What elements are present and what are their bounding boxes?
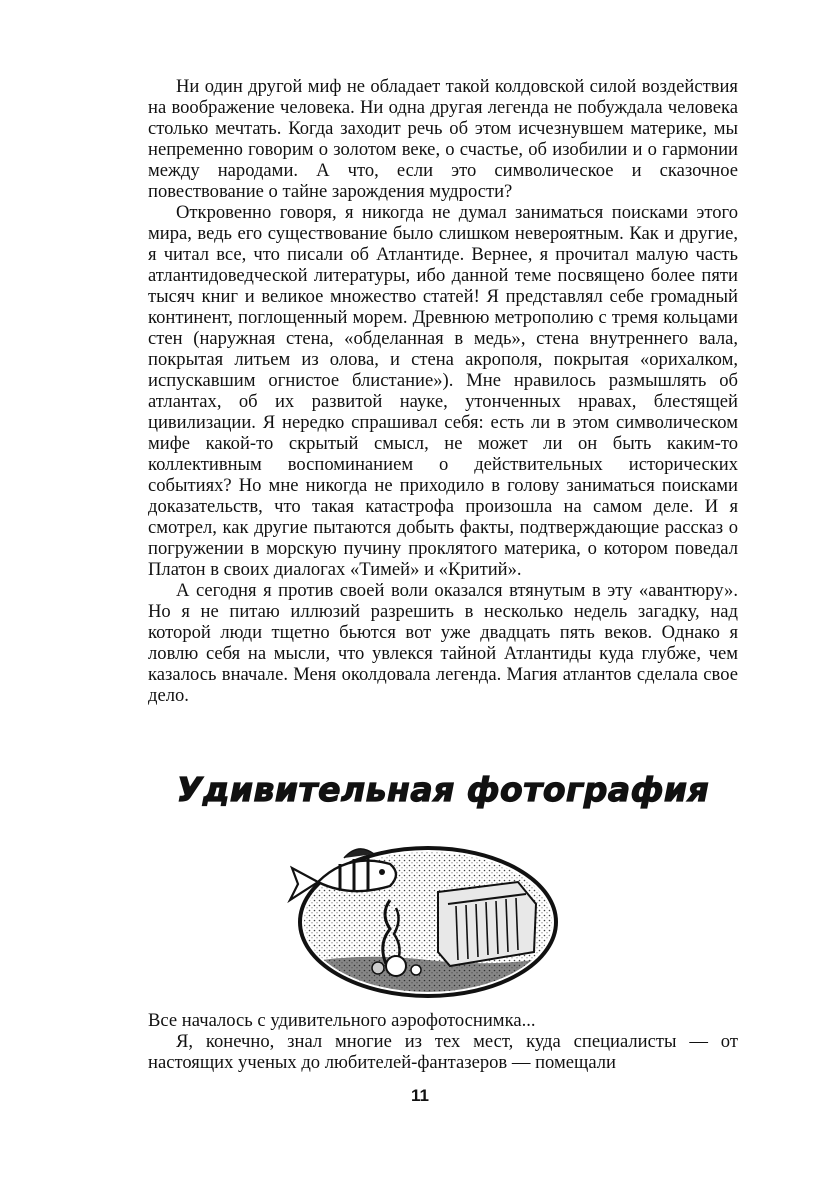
- section-paragraph-1: Все началось с удивительного аэрофотоснимка...: [148, 1010, 536, 1031]
- section-heading: Удивительная фотография: [176, 770, 710, 809]
- page-number: 11: [411, 1086, 429, 1105]
- paragraph-3: А сегодня я против своей воли оказался втянутым в эту «авантюру». Но я не питаю иллюзий разрешить в несколько недель загадку, над которой люди тщетно бьются вот уже двадцать пять веков. Однако я ловлю себя на мысли, что увлекся тайной Атлантиды куда глубже, чем казалось вначале. Меня околдовала легенда. Магия атлантов сделала свое дело.: [148, 580, 738, 706]
- section-paragraph-2: Я, конечно, знал многие из тех мест, куда специалисты — от настоящих ученых до любителей-фантазеров — помещали: [148, 1031, 738, 1073]
- section-text: [148, 1010, 738, 1073]
- paragraph-2: Откровенно говоря, я никогда не думал заниматься поисками этого мира, ведь его существование было слишком невероятным. Как и другие, я читал все, что писали об Атлантиде. Вернее, я прочитал малую часть атлантидоведческой литературы, ибо данной теме посвящено более пяти тысяч книг и великое множество статей! Я представлял себе громадный континент, поглощенный морем. Древнюю метрополию с тремя кольцами стен (наружная стена, «обделанная в медь», стена внутреннего вала, покрытая литьем из олова, и стена акрополя, покрытая «орихалком, испускавшим огнистое блистание»). Мне нравилось размышлять об атлантах, об их развитой науке, утонченных нравах, блестящей цивилизации. Я нередко спрашивал себя: есть ли в этом символическом мифе какой-то скрытый смысл, не может ли он быть каким-то коллективным воспоминанием о действительных исторических событиях? Но мне никогда не приходило в голову заниматься поисками доказательств, что такая катастрофа произошла на самом деле. И я смотрел, как другие пытаются добыть факты, подтверждающие рассказ о погружении в морскую пучину проклятого материка, о котором поведал Платон в своих диалогах «Тимей» и «Критий».: [148, 202, 738, 580]
- intro-text: [148, 76, 738, 706]
- paragraph-1: Ни один другой миф не обладает такой колдовской силой воздействия на воображение человека. Ни одна другая легенда не побуждала человека столько мечтать. Когда заходит речь об этом исчезнувшем материке, мы непременно говорим о золотом веке, о счастье, об изобилии и о гармонии между народами. А что, если это символическое и сказочное повествование о тайне зарождения мудрости?: [148, 76, 738, 202]
- fish-and-ruins-illustration: [278, 834, 568, 1006]
